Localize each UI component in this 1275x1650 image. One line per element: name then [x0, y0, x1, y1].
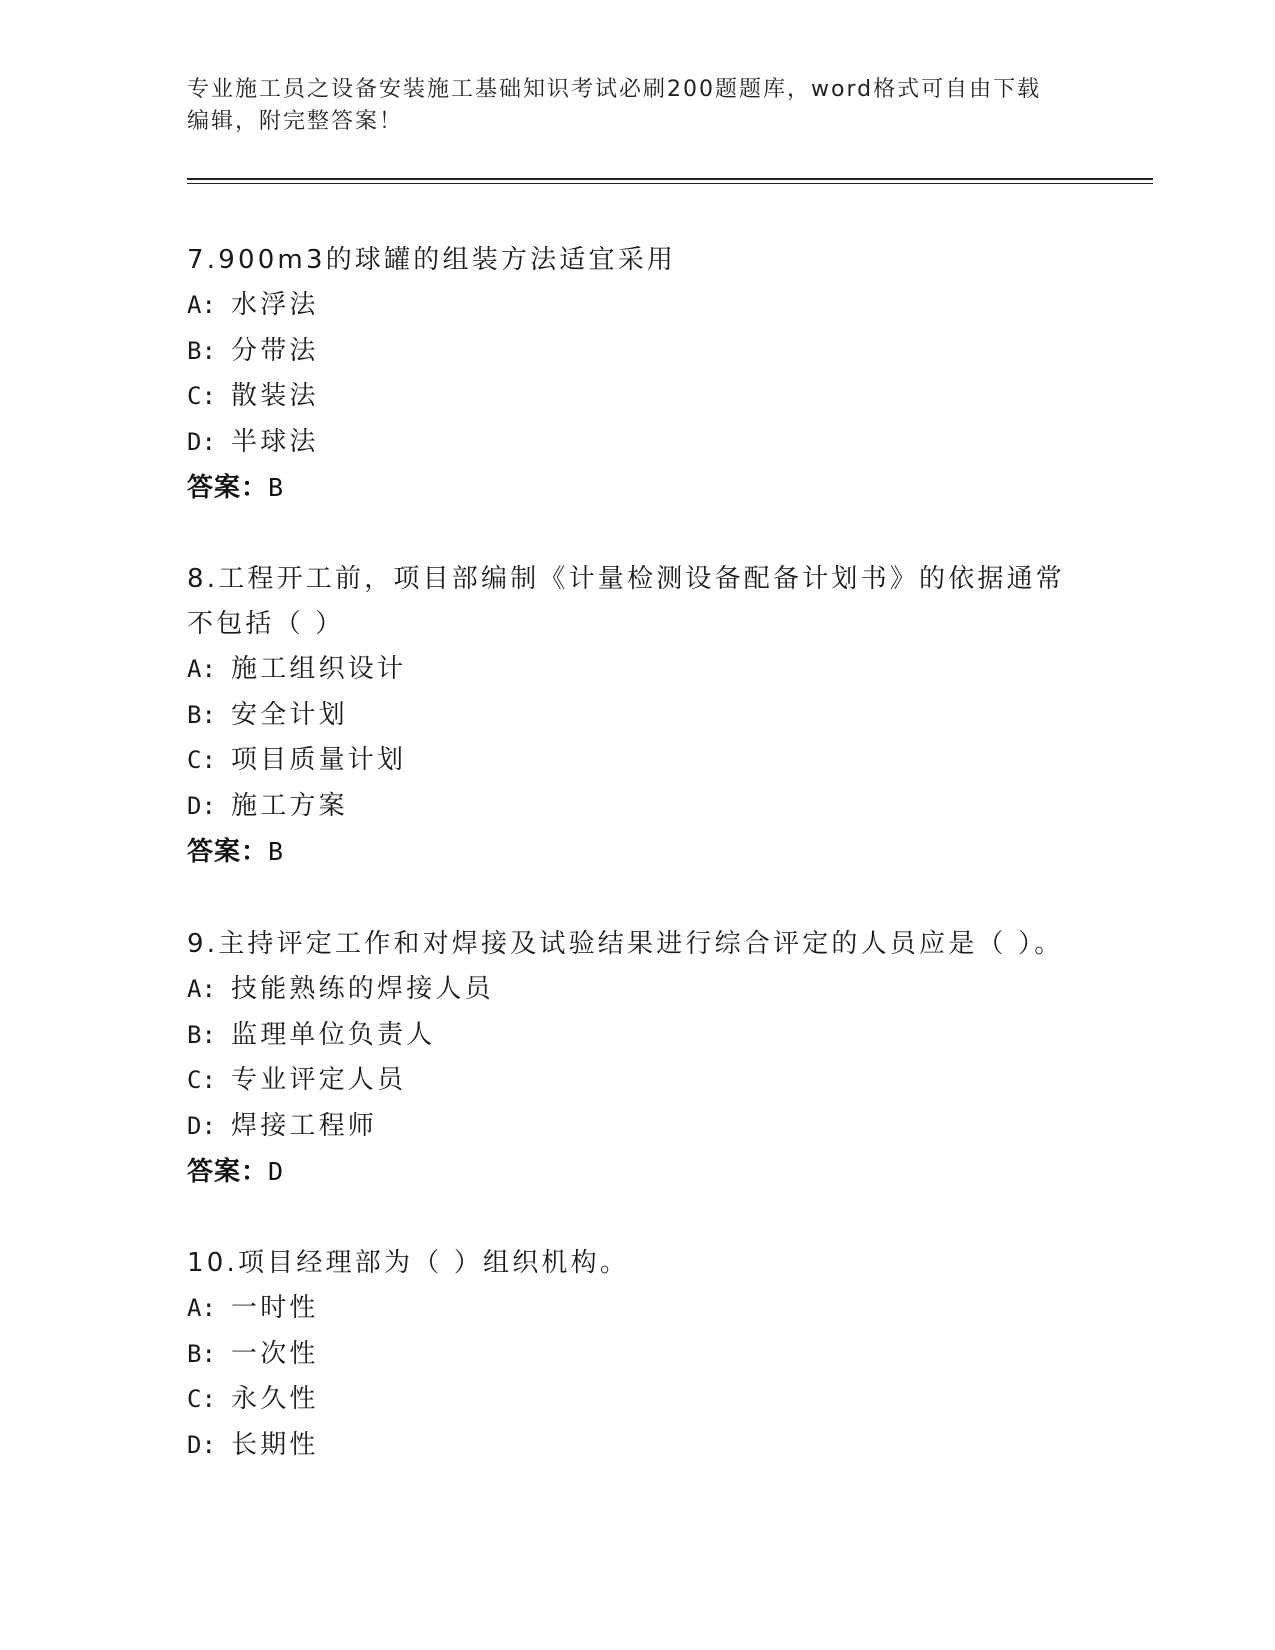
option-text: 焊接工程师 [231, 1110, 378, 1141]
header-divider-thick [187, 178, 1153, 180]
option-d [187, 420, 1087, 466]
answer-line [187, 1149, 1087, 1195]
option-b [187, 1013, 1087, 1059]
option-b [187, 329, 1087, 375]
option-key: D: [187, 1430, 216, 1459]
answer-value: B [268, 473, 285, 502]
option-key: D: [187, 791, 216, 820]
option-key: A: [187, 655, 216, 683]
option-key: C: [187, 746, 216, 774]
option-a [187, 967, 1087, 1013]
question-7 [187, 238, 1087, 511]
answer-label: 答案： [187, 837, 269, 867]
question-stem: 8.工程开工前，项目部编制《计量检测设备配备计划书》的依据通常 不包括（ ） [187, 564, 1066, 639]
option-key: B: [187, 700, 216, 729]
option-c [187, 738, 1087, 784]
option-text: 项目质量计划 [231, 745, 407, 775]
answer-value: B [268, 837, 285, 866]
option-b [187, 693, 1087, 739]
option-text: 技能熟练的焊接人员 [231, 974, 494, 1004]
document-header [187, 74, 1067, 138]
option-text: 水浮法 [231, 290, 319, 320]
option-d [187, 1104, 1087, 1150]
answer-label: 答案： [187, 473, 269, 503]
option-text: 散装法 [231, 381, 319, 411]
option-d [187, 784, 1087, 830]
question-stem: 10.项目经理部为（ ）组织机构。 [187, 1248, 630, 1278]
option-key: B: [187, 1339, 216, 1368]
option-text: 安全计划 [231, 699, 348, 730]
option-text: 施工方案 [231, 790, 348, 821]
option-key: D: [187, 427, 216, 456]
option-d [187, 1423, 1087, 1469]
question-stem: 7.900m3的球罐的组装方法适宜采用 [187, 245, 677, 275]
header-title-line-2: 编辑，附完整答案！ [187, 109, 404, 134]
option-a [187, 1286, 1087, 1332]
answer-value: D [268, 1157, 285, 1186]
option-a [187, 647, 1087, 693]
option-key: C: [187, 1066, 216, 1094]
question-10 [187, 1241, 1087, 1468]
option-key: C: [187, 382, 216, 410]
option-key: A: [187, 1294, 216, 1322]
option-text: 监理单位负责人 [231, 1019, 436, 1050]
option-text: 半球法 [231, 426, 319, 457]
option-c [187, 1058, 1087, 1104]
option-c [187, 374, 1087, 420]
option-text: 施工组织设计 [231, 654, 407, 684]
question-8 [187, 557, 1087, 875]
answer-label: 答案： [187, 1157, 269, 1187]
option-key: B: [187, 1020, 216, 1049]
option-key: B: [187, 336, 216, 365]
option-key: D: [187, 1111, 216, 1140]
header-title-line-1: 专业施工员之设备安装施工基础知识考试必刷200题题库，word格式可自由下载 [187, 77, 1042, 102]
option-b [187, 1332, 1087, 1378]
answer-line [187, 829, 1087, 875]
option-text: 一时性 [231, 1293, 319, 1323]
option-key: A: [187, 975, 216, 1003]
option-a [187, 283, 1087, 329]
option-text: 分带法 [231, 335, 319, 366]
question-stem: 9.主持评定工作和对焊接及试验结果进行综合评定的人员应是（ ）。 [187, 929, 1064, 959]
option-key: C: [187, 1385, 216, 1413]
option-key: A: [187, 291, 216, 319]
option-text: 长期性 [231, 1429, 319, 1460]
header-divider-thin [187, 183, 1153, 184]
option-text: 一次性 [231, 1338, 319, 1369]
option-c [187, 1377, 1087, 1423]
answer-line [187, 465, 1087, 511]
option-text: 永久性 [231, 1384, 319, 1414]
option-text: 专业评定人员 [231, 1065, 407, 1095]
question-9 [187, 922, 1087, 1195]
